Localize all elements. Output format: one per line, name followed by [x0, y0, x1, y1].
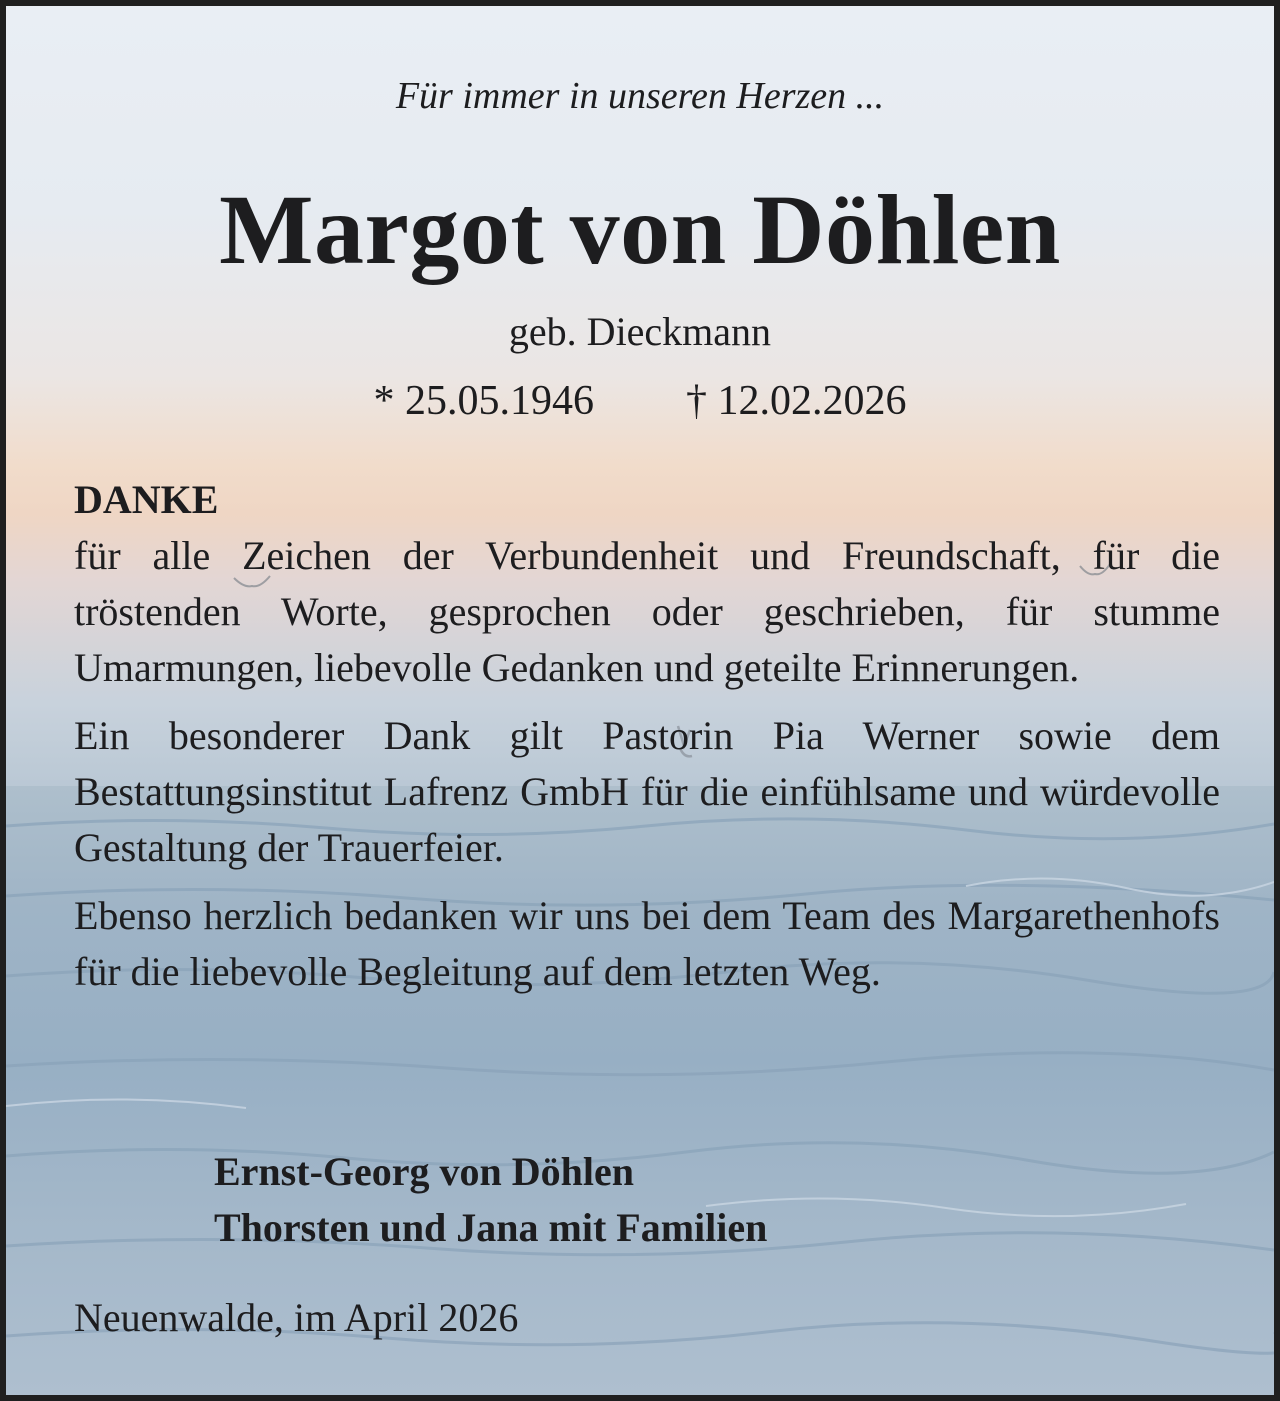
thanks-heading: DANKE [74, 477, 219, 522]
birth-date: * 25.05.1946 [373, 378, 594, 424]
life-dates [6, 376, 1274, 426]
motto: Für immer in unseren Herzen ... [395, 75, 885, 117]
notice-content [6, 6, 1274, 1395]
death-date: † 12.02.2026 [686, 378, 907, 424]
deceased-name: Margot von Döhlen [219, 174, 1061, 285]
birth-name: geb. Dieckmann [508, 309, 772, 354]
signers [214, 1144, 767, 1256]
thanks-paragraph: für alle Zeichen der Verbundenheit und Freundschaft, für die tröstenden Worte, gesprochen oder geschrieben, für stumme Umarmungen, liebevolle Gedanken und geteilte Erinnerungen. [74, 533, 1220, 690]
thanks-paragraph: Ein besonderer Dank gilt Pastorin Pia Werner sowie dem Bestattungsinstitut Lafrenz GmbH für die einfühlsame und würdevolle Gestaltung der Trauerfeier. [74, 713, 1220, 870]
place-and-date: Neuenwalde, im April 2026 [74, 1295, 519, 1340]
signer-name: Thorsten und Jana mit Familien [214, 1205, 768, 1250]
thanks-text [74, 472, 1220, 1000]
thanks-paragraph: Ebenso herzlich bedanken wir uns bei dem Team des Margarethenhofs für die liebevolle Begleitung auf dem letzten Weg. [74, 893, 1220, 994]
signer-name: Ernst-Georg von Döhlen [214, 1149, 634, 1194]
